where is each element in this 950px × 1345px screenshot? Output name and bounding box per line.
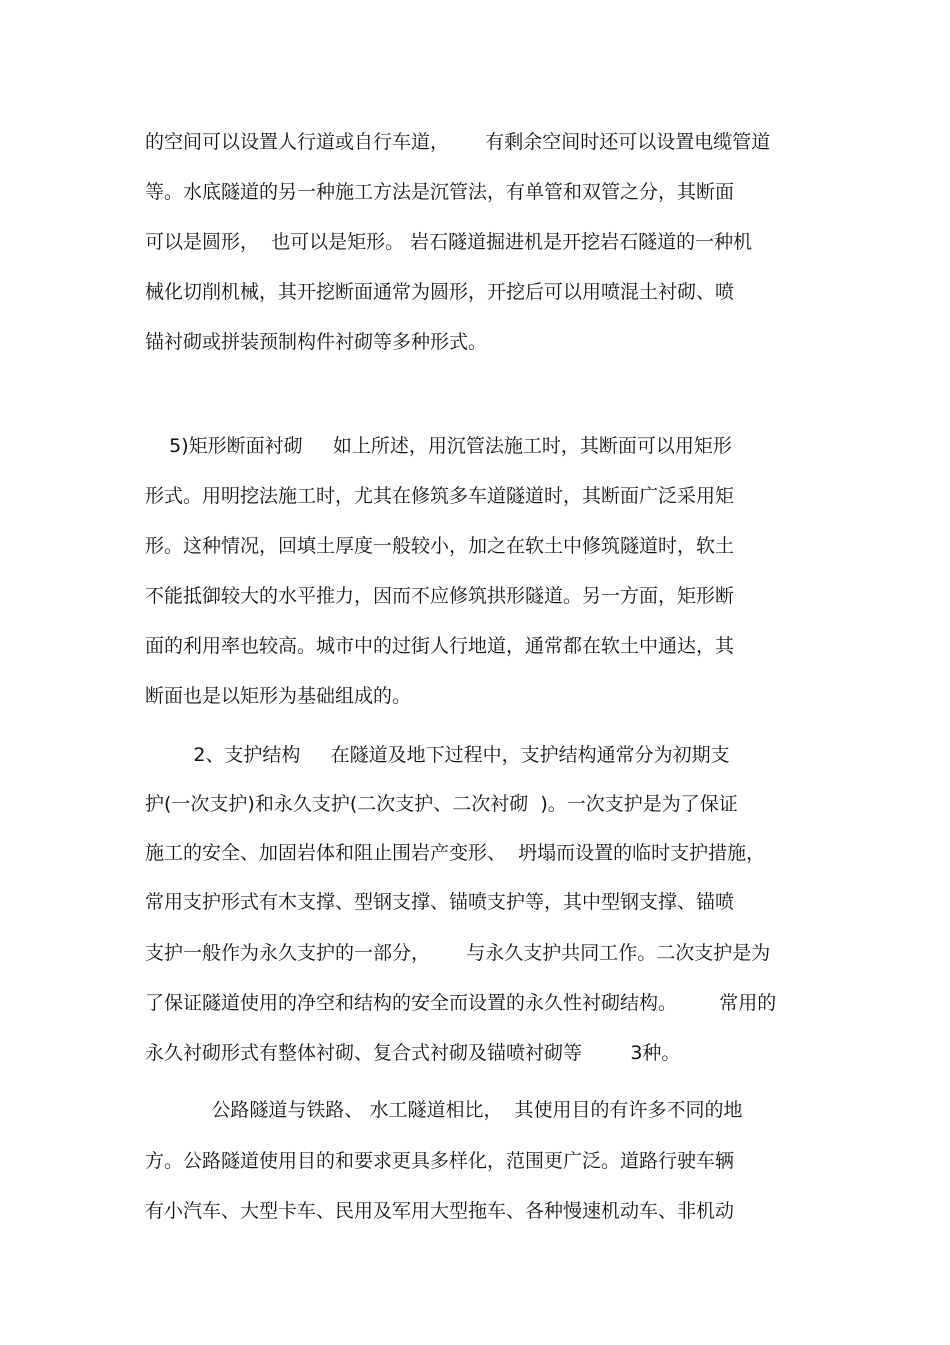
text-line: 面的利用率也较高。城市中的过街人行地道，通常都在软土中通达，其 <box>145 635 735 657</box>
text-line: 公路隧道与铁路、 水工隧道相比， 其使用目的有许多不同的地 <box>145 1099 743 1121</box>
text-line: 常用支护形式有木支撑、型钢支撑、锚喷支护等，其中型钢支撑、锚喷 <box>145 891 735 913</box>
text-line: 形式。用明挖法施工时，尤其在修筑多车道隧道时，其断面广泛采用矩 <box>145 485 735 507</box>
text-line: 2、支护结构 在隧道及地下过程中，支护结构通常分为初期支 <box>145 744 730 766</box>
text-line: 锚衬砌或拼装预制构件衬砌等多种形式。 <box>145 331 488 353</box>
text-line: 施工的安全、加固岩体和阻止围岩产变形、 坍塌而设置的临时支护措施， <box>145 842 766 864</box>
text-line: 断面也是以矩形为基础组成的。 <box>145 685 412 707</box>
text-line: 5)矩形断面衬砌 如上所述，用沉管法施工时，其断面可以用矩形 <box>145 435 732 457</box>
text-line: 械化切削机械，其开挖断面通常为圆形，开挖后可以用喷混土衬砌、喷 <box>145 281 735 303</box>
text-line: 有小汽车、大型卡车、民用及军用大型拖车、各种慢速机动车、非机动 <box>145 1200 735 1222</box>
text-line: 形。这种情况，回填土厚度一般较小，加之在软土中修筑隧道时，软土 <box>145 535 735 557</box>
text-line: 不能抵御较大的水平推力，因而不应修筑拱形隧道。另一方面，矩形断 <box>145 585 735 607</box>
text-line: 护(一次支护)和永久支护(二次支护、二次衬砌 )。一次支护是为了保证 <box>145 793 738 815</box>
text-line: 永久衬砌形式有整体衬砌、复合式衬砌及锚喷衬砌等 3种。 <box>145 1042 681 1064</box>
text-line: 方。公路隧道使用目的和要求更具多样化，范围更广泛。道路行驶车辆 <box>145 1150 735 1172</box>
text-line: 支护一般作为永久支护的一部分， 与永久支护共同工作。二次支护是为 <box>145 942 771 964</box>
text-line: 的空间可以设置人行道或自行车道， 有剩余空间时还可以设置电缆管道 <box>145 131 771 153</box>
text-line: 可以是圆形， 也可以是矩形。 岩石隧道掘进机是开挖岩石隧道的一种机 <box>145 231 753 253</box>
text-line: 了保证隧道使用的净空和结构的安全而设置的永久性衬砌结构。 常用的 <box>145 992 777 1014</box>
text-line: 等。水底隧道的另一种施工方法是沉管法，有单管和双管之分，其断面 <box>145 181 735 203</box>
